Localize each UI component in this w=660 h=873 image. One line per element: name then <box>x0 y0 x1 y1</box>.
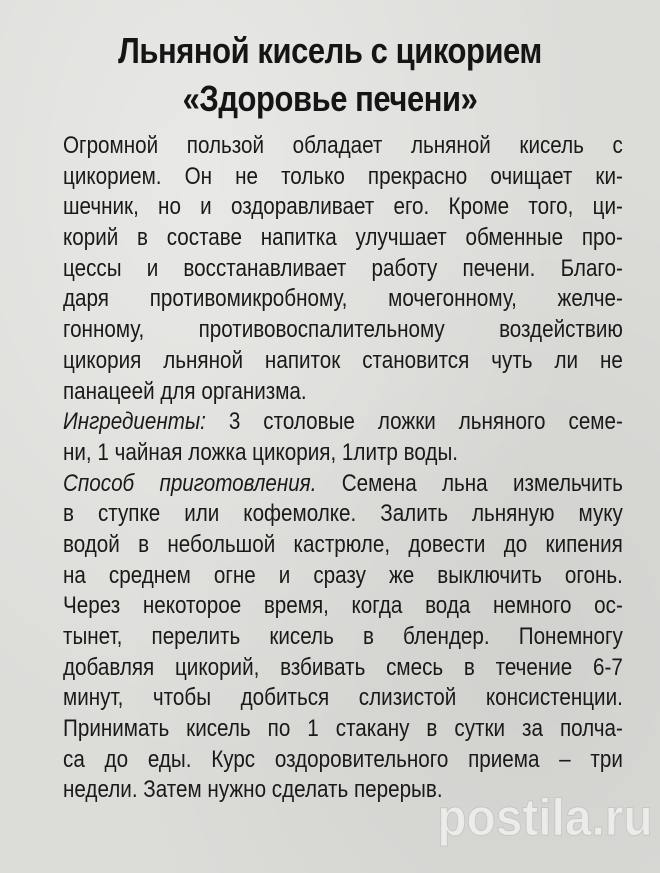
intro-line: шечник, но и оздоравливает его. Кроме того, ци- <box>63 193 623 221</box>
ingredients-line-1 <box>63 407 623 438</box>
method-line: Через некоторое время, когда вода немного ос- <box>63 592 623 620</box>
method-line-1 <box>63 469 623 500</box>
method-line: добавляя цикорий, взбивать смесь в течение 6-7 <box>63 653 623 681</box>
recipe-title-line-2: «Здоровье печени» <box>182 78 478 119</box>
method-line: са до еды. Курс оздоровительного приема – три <box>63 745 623 773</box>
method-line: минут, чтобы добиться слизистой консистенции. <box>63 684 623 712</box>
intro-line: Огромной пользой обладает льняной кисель с <box>63 132 623 159</box>
intro-line: корий в составе напитка улучшает обменные про- <box>63 224 623 252</box>
method-line: на среднем огне и сразу же выключить огонь. <box>63 561 623 589</box>
intro-line: даря противомикробному, мочегонному, желче- <box>63 285 623 313</box>
method-line: в ступке или кофемолке. Залить льняную муку <box>63 500 623 528</box>
intro-line: гонному, противовоспалительному воздействию <box>63 316 623 344</box>
method-line: водой в небольшой кастрюле, довести до кипения <box>63 530 623 558</box>
intro-line: цикория льняной напиток становится чуть ли не <box>63 346 623 374</box>
ingredients-text: 3 столовые ложки льняного семе- <box>205 408 623 436</box>
ingredients-label: Ингредиенты: <box>63 408 206 436</box>
ingredients-line-2: ни, 1 чайная ложка цикория, 1литр воды. <box>63 438 459 466</box>
method-label: Способ приготовления. <box>63 469 317 497</box>
recipe-title-line-1: Льняной кисель с цикорием <box>118 30 542 71</box>
watermark-text: postila.ru <box>437 788 653 847</box>
intro-line: цессы и восстанавливает работу печени. Благо- <box>63 254 623 282</box>
intro-line: панацеей для организма. <box>63 377 307 405</box>
method-line: тынет, перелить кисель в блендер. Понемногу <box>63 623 623 650</box>
method-line: недели. Затем нужно сделать перерыв. <box>63 776 443 804</box>
method-text: Семена льна измельчить <box>316 469 623 497</box>
recipe-body <box>63 131 623 806</box>
intro-line: цикорием. Он не только прекрасно очищает ки- <box>63 162 623 190</box>
method-line: Принимать кисель по 1 стакану в сутки за полча- <box>63 715 623 743</box>
